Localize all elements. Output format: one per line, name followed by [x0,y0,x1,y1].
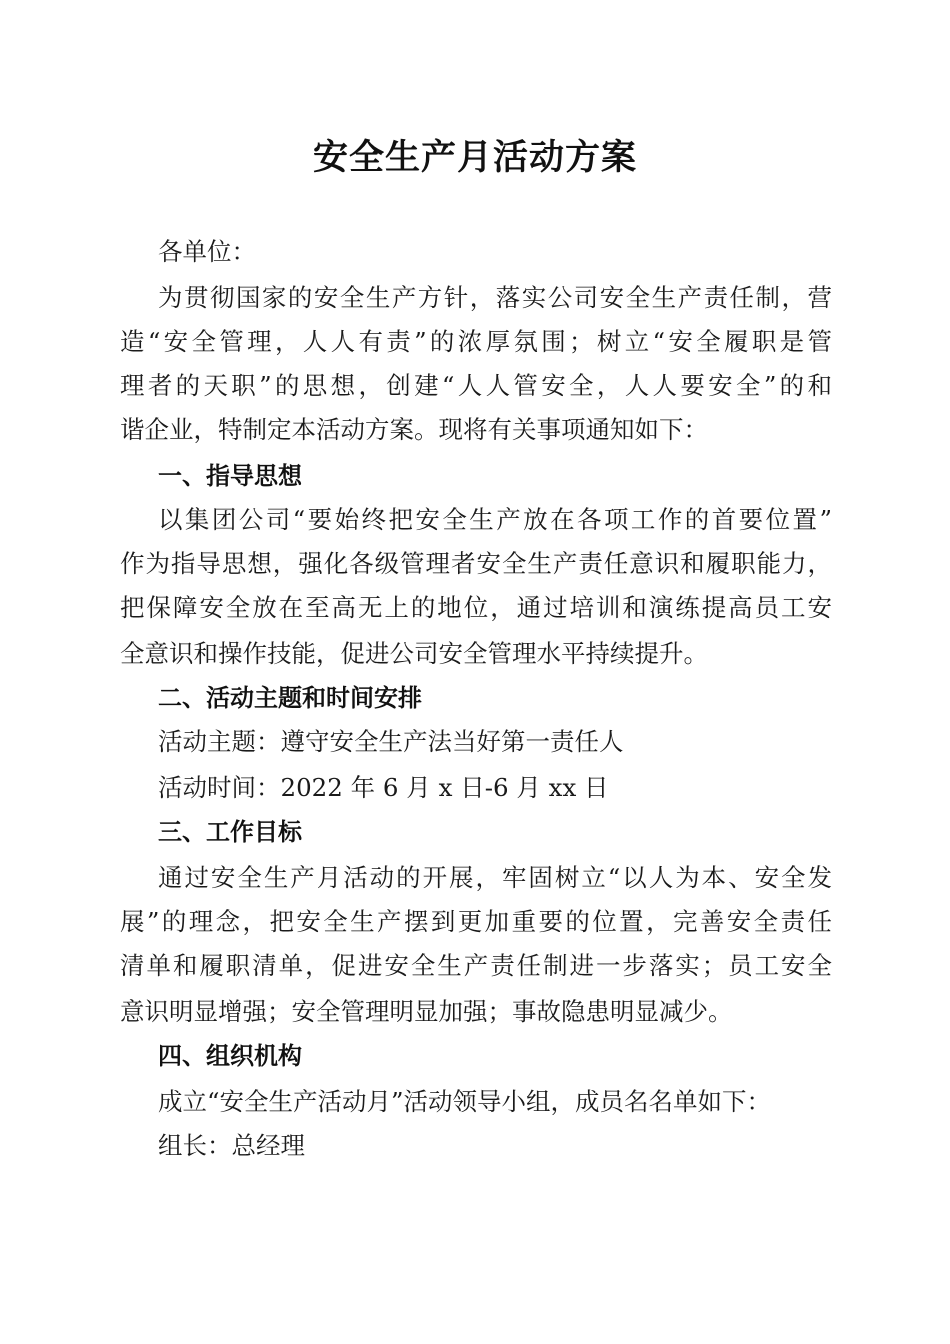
section3-line: 通过安全生产月活动的开展，牢固树立“以人为本、安全发 [158,863,832,892]
section4-line: 成立“安全生产活动月”活动领导小组，成员名名单如下： [158,1087,772,1116]
document-title: 安全生产月活动方案 [312,137,637,178]
intro-line: 造“安全管理，人人有责”的浓厚氛围；树立“安全履职是管 [120,327,832,356]
section-heading-work-goals: 三、工作目标 [158,818,302,846]
activity-theme: 活动主题：遵守安全生产法当好第一责任人 [158,727,624,756]
activity-time: 活动时间：2022 年 6 月 x 日-6 月 xx 日 [158,773,609,802]
section-heading-guiding-ideology: 一、指导思想 [158,462,302,490]
section3-line: 清单和履职清单，促进安全生产责任制进一步落实；员工安全 [120,951,832,980]
section1-line: 作为指导思想，强化各级管理者安全生产责任意识和履职能力， [120,549,832,578]
section-heading-organization: 四、组织机构 [158,1042,302,1070]
section1-line: 全意识和操作技能，促进公司安全管理水平持续提升。 [120,639,708,668]
section3-line: 意识明显增强；安全管理明显加强；事故隐患明显减少。 [120,997,733,1026]
section1-line: 以集团公司“要始终把安全生产放在各项工作的首要位置” [158,505,832,534]
intro-line: 谐企业，特制定本活动方案。现将有关事项通知如下： [120,415,708,444]
intro-line: 为贯彻国家的安全生产方针，落实公司安全生产责任制，营 [158,283,832,312]
section4-line: 组长：总经理 [158,1131,305,1160]
section1-line: 把保障安全放在至高无上的地位，通过培训和演练提高员工安 [120,593,832,622]
intro-line: 理者的天职”的思想，创建“人人管安全，人人要安全”的和 [120,371,832,400]
salutation: 各单位： [158,237,256,266]
section3-line: 展”的理念，把安全生产摆到更加重要的位置，完善安全责任 [120,907,832,936]
section-heading-theme-and-schedule: 二、活动主题和时间安排 [158,684,422,712]
